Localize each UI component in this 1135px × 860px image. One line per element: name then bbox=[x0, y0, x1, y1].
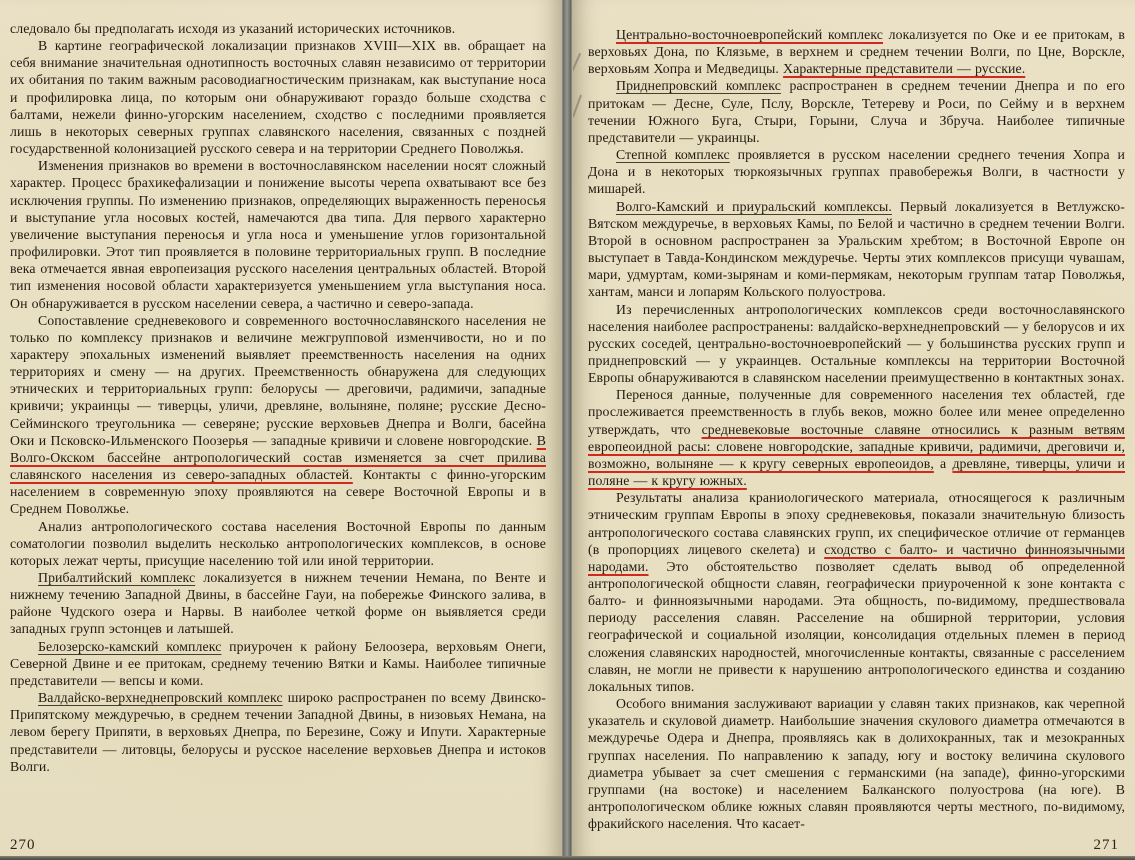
book-page-right bbox=[573, 0, 1135, 860]
paragraph bbox=[10, 689, 546, 775]
text-segment: Это обстоятельство позволяет сделать вывод об определенной антропологической общности славян, географически приуроченной к зоне контакта с балто- и финноязычными народами. Эта общность, по-видимому, предшествовала периоду расселения славян. Расселение на обширной территории, условия географической и социальной изоляции, консолидация отдельных племен в период сложения славянских народностей, многочисленные контакты, связанные с расселением славян, не могли не привести к нарушению антропологического единства и созданию локальных типов. bbox=[588, 558, 1125, 694]
red-underlined-text: древляне, тиверцы, уличи и поляне — к кругу южных. bbox=[588, 455, 1126, 489]
paragraph bbox=[10, 312, 546, 518]
page-number-left: 270 bbox=[10, 837, 36, 853]
paragraph bbox=[10, 20, 546, 37]
paragraph bbox=[588, 77, 1125, 146]
page-number-right: 271 bbox=[1093, 837, 1119, 853]
text-segment: Результаты анализа краниологического материала, относящегося к различным этническим группам Европы в эпоху средневековья, показали значительную близость антропологического состава славянских групп, их специфическое отличие от германцев (в пропорциях лицевого скелета) и bbox=[588, 490, 1125, 557]
text-segment: широко распространен по всему Двинско-Припятскому междуречью, в среднем течении Западной Двины, в низовьях Немана, на левом берегу Припяти, в верховьях Днепра, по Березине, Сожу и Ипути. Характерные представители — литовцы, белорусы и русское население верховьев Днепра и истоков Волги. bbox=[10, 690, 547, 774]
printed-underlined-text: Валдайско-верхнеднепровский комплекс bbox=[38, 690, 283, 706]
text-segment: проявляется в русском населении среднего течения Хопра и Дона и в некоторых тюркоязычных группах правобережья Волги, в частности у мишарей. bbox=[588, 147, 1125, 197]
paragraph bbox=[588, 386, 1125, 489]
paragraph bbox=[588, 489, 1125, 695]
paragraph bbox=[10, 518, 546, 569]
printed-underlined-text: Белозерско-камский комплекс bbox=[38, 638, 222, 654]
red-underlined-text: В Волго-Окском бассейне антропологический состав изменяется за счет прилива славянского населения из северо-западных областей. bbox=[10, 432, 546, 483]
printed-underlined-text: Степной комплекс bbox=[616, 147, 730, 163]
right-page-text bbox=[588, 26, 1125, 832]
text-segment: распространен в среднем течении Днепра и по его притокам — Десне, Суле, Пслу, Ворскле, Тетереву и Роси, по Сейму и в верхнем течении Южного Буга, Стыри, Горыни, Случа и Збруча. Наиболее типичные представители — украинцы. bbox=[588, 78, 1125, 145]
text-segment: следовало бы предполагать исходя из указаний исторических источников. bbox=[10, 21, 456, 36]
pencil-mark bbox=[573, 53, 581, 78]
text-segment: локализуется по Оке и ее притокам, в верховьях Дона, по Клязьме, в верхнем и среднем течении Волги, по Цне, Ворскле, верховьям Хопра и Медведицы. bbox=[588, 27, 1125, 77]
scan-bottom-edge bbox=[0, 856, 1135, 860]
text-segment: а bbox=[933, 455, 953, 471]
paragraph bbox=[588, 301, 1125, 387]
text-segment: Перенося данные, полученные для современного населения тех областей, где прослеживается преемственность в глубь веков, можно более или менее определенно утверждать, что bbox=[588, 387, 1125, 437]
red-underlined-text: Центрально-восточноевропейский комплекс bbox=[616, 27, 884, 42]
red-underlined-text: сходство с балто- и частично финноязычными народами. bbox=[588, 541, 1125, 574]
text-segment: Контакты с финно-угорским населением в современную эпоху проявляются на севере Восточной Европы и в Среднем Поволжье. bbox=[10, 467, 547, 517]
text-segment: Анализ антропологического состава населения Восточной Европы по данным соматологии позволил выделить несколько антропологических комплексов, в основе которых лежат черты, присущие населению той или иной территории. bbox=[10, 518, 546, 568]
text-segment: приурочен к району Белоозера, верховьям Онеги, Северной Двине и ее притокам, среднему течению Вятки и Камы. Наиболее типичные представители — вепсы и коми. bbox=[10, 638, 546, 688]
paragraph bbox=[10, 37, 546, 157]
printed-underlined-text: Волго-Камский и приуральский комплексы. bbox=[616, 198, 892, 214]
red-underlined-text: средневековые восточные славяне относились к разным ветвям европеоидной расы: словене новгородские, западные кривичи, радимичи, дреговичи и, возможно, волыняне — к кругу северных европеоидов, bbox=[588, 421, 1125, 471]
book-page-left bbox=[0, 0, 561, 860]
paragraph bbox=[588, 695, 1125, 832]
page-gutter-divider bbox=[561, 0, 573, 860]
paragraph bbox=[10, 569, 546, 638]
paragraph bbox=[10, 638, 546, 689]
text-segment: Особого внимания заслуживают вариации у славян таких признаков, как черепной указатель и скуловой диаметр. Наибольшие значения скулового диаметра отмечаются в междуречье Одера и Днепра, проявляясь как в долихокранных, так и мезокранных группах населения. По направлению к западу, югу и востоку величина скулового диаметра убывает за счет смешения с германскими (на западе), финно-угорскими группами (на востоке) и населением Балканского полуострова (на юге). В антропологическом облике южных славян проявляются черты местного, по-видимому, фракийского населения. Что касает- bbox=[588, 696, 1125, 832]
paragraph bbox=[10, 157, 546, 311]
text-segment: Сопоставление средневекового и современного восточнославянского населения не только по комплексу признаков и величине межгрупповой изменчивости, но и по характеру эпохальных изменений выявляет преемственность населения на одних территориях и смену — на других. Преемственность обнаружена для следующих этнических и территориальных групп: белорусы — дреговичи, радимичи, западные кривичи; украинцы — тиверцы, уличи, древляне, волыняне, поляне; русские Десно-Сейминского треугольника — северяне; русские верховьев Днепра и Волги, басейна Оки и Псковско-Ильменского Поозерья — западные кривичи и словене новгородские. bbox=[10, 312, 546, 448]
left-page-text bbox=[10, 20, 546, 775]
text-segment: локализуется в нижнем течении Немана, по Венте и нижнему течению Западной Двины, в бассейне Гауи, на побережье Финского залива, в районе Чудского озера и Нарвы. В наиболее четкой форме он выявляется среди западных групп эстонцев и латышей. bbox=[10, 570, 546, 637]
paragraph bbox=[588, 146, 1125, 197]
text-segment: Изменения признаков во времени в восточнославянском населении носят сложный характер. Процесс брахикефализации и понижение высоты черепа охватывают все без исключения группы. По изменению признаков, определяющих выраженность переносья и выступание угла носовых костей, намечаются два типа. Для первого характерно увеличение выступания переносья и угла носа и уменьшение углов горизонтальной профилировки. Этот тип проявляется в половине территориальных групп. В последние века отмечается явная европеизация русского населения центральных областей. Второй тип изменения носовой области характеризуется уменьшением угла выступания носа. Он обнаруживается в русском населении севера, а частично и северо-запада. bbox=[10, 158, 546, 311]
printed-underlined-text: Приднепровский комплекс bbox=[616, 78, 781, 94]
paragraph bbox=[588, 198, 1125, 301]
text-segment: Первый локализуется в Ветлужско-Вятском междуречье, в верховьях Камы, по Белой и частично в среднем течении Волги. Второй в основном распространен за Уральским хребтом; в Восточной Европе он выступает в Тавда-Кондинском междуречье. Черты этих комплексов присущи чувашам, мари, удмуртам, коми-зырянам и коми-пермякам, некоторым группам татар Поволжья, хантам, манси и лопарям Кольского полуострова. bbox=[588, 198, 1126, 300]
pencil-mark bbox=[573, 94, 582, 117]
printed-underlined-text: Прибалтийский комплекс bbox=[38, 570, 196, 585]
text-segment: Из перечисленных антропологических комплексов среди восточнославянского населения наиболее распространены: валдайско-верхнеднепровский — у белорусов и их русских соседей, центрально-восточноевропейский — у большинства русских групп и приднепровский — у украинцев. Остальные комплексы на территории Восточной Европы обнаруживаются в славянском населении преимущественно в контактных зонах. bbox=[588, 301, 1125, 386]
text-segment: В картине географической локализации признаков XVIII—XIX вв. обращает на себя внимание значительная однотипность восточных славян независимо от территории их обитания по таким важным расоводиагностическим признакам, как выступание носа и профилировка лица, по которым они обнаруживают гораздо больше сходства с балтами, нежели финно-угорским населением, сходство с последними проявляется лишь в некоторых северных группах славянского населения, связанных с поздней государственной колонизацией русского севера и на территории Среднего Поволжья. bbox=[10, 38, 546, 157]
paragraph bbox=[588, 26, 1125, 77]
red-underlined-text: Характерные представители — русские. bbox=[783, 61, 1026, 77]
